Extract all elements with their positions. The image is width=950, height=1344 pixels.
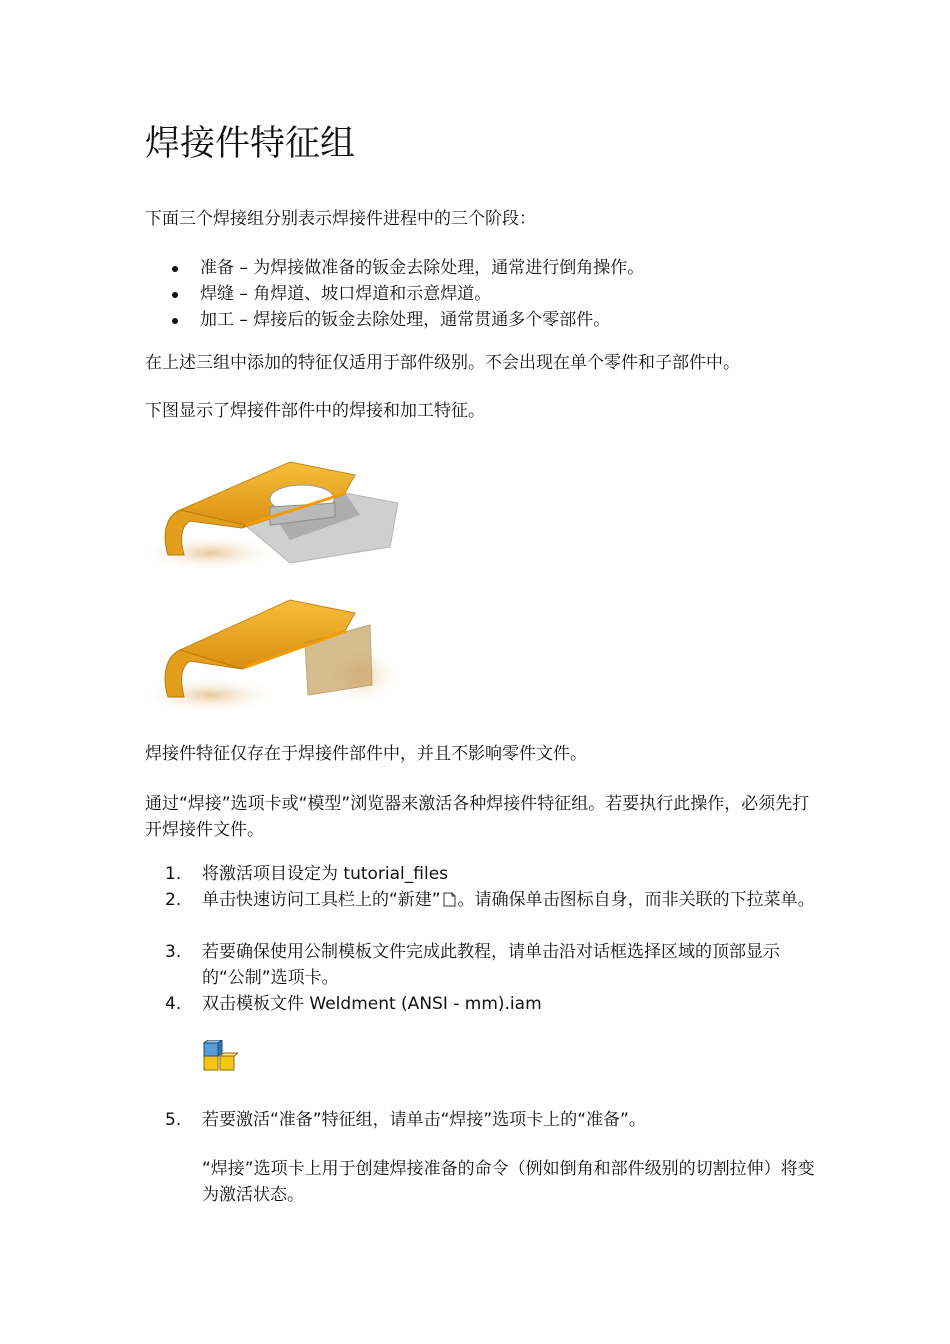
figure-intro-paragraph: 下图显示了焊接件部件中的焊接和加工特征。 [145, 401, 485, 421]
list-item: 准备 – 为焊接做准备的钣金去除处理，通常进行倒角操作。 [168, 255, 644, 281]
list-item: 焊缝 – 角焊道、坡口焊道和示意焊道。 [168, 281, 644, 307]
step-item: 1. 将激活项目设定为 tutorial_files [165, 864, 449, 884]
bullet-icon [172, 292, 178, 298]
intro-paragraph: 下面三个焊接组分别表示焊接件进程中的三个阶段： [145, 209, 536, 229]
bullet-icon [172, 266, 178, 272]
machining-feature-figure [150, 595, 410, 715]
weld-feature-figure [150, 455, 410, 575]
activate-paragraph: 通过“焊接”选项卡或“模型”浏览器来激活各种焊接件特征组。若要执行此操作，必须先打开焊接件文件。 [145, 794, 810, 840]
new-document-icon[interactable] [443, 892, 456, 907]
weldment-assembly-icon [202, 1040, 238, 1074]
step-item: 2. 单击快速访问工具栏上的“新建” 。请确保单击图标自身，而非关联的下拉菜单。 [165, 890, 815, 910]
bullet-icon [172, 318, 178, 324]
step-item: 3. 若要确保使用公制模板文件完成此教程，请单击沿对话框选择区域的顶部显示的“公制”选项卡。 [165, 942, 780, 988]
scope-paragraph: 在上述三组中添加的特征仅适用于部件级别。不会出现在单个零件和子部件中。 [145, 353, 740, 373]
stage-list [168, 255, 644, 333]
step-item: 4. 双击模板文件 Weldment (ANSI - mm).iam [165, 994, 542, 1014]
exists-paragraph: 焊接件特征仅存在于焊接件部件中，并且不影响零件文件。 [145, 744, 587, 764]
step-item: 5. 若要激活“准备”特征组，请单击“焊接”选项卡上的“准备”。 [165, 1110, 646, 1130]
page-title: 焊接件特征组 [145, 124, 356, 164]
step5-note: “焊接”选项卡上用于创建焊接准备的命令（例如倒角和部件级别的切割拉伸）将变为激活状态。 [202, 1159, 815, 1205]
list-item: 加工 – 焊接后的钣金去除处理，通常贯通多个零部件。 [168, 307, 644, 333]
